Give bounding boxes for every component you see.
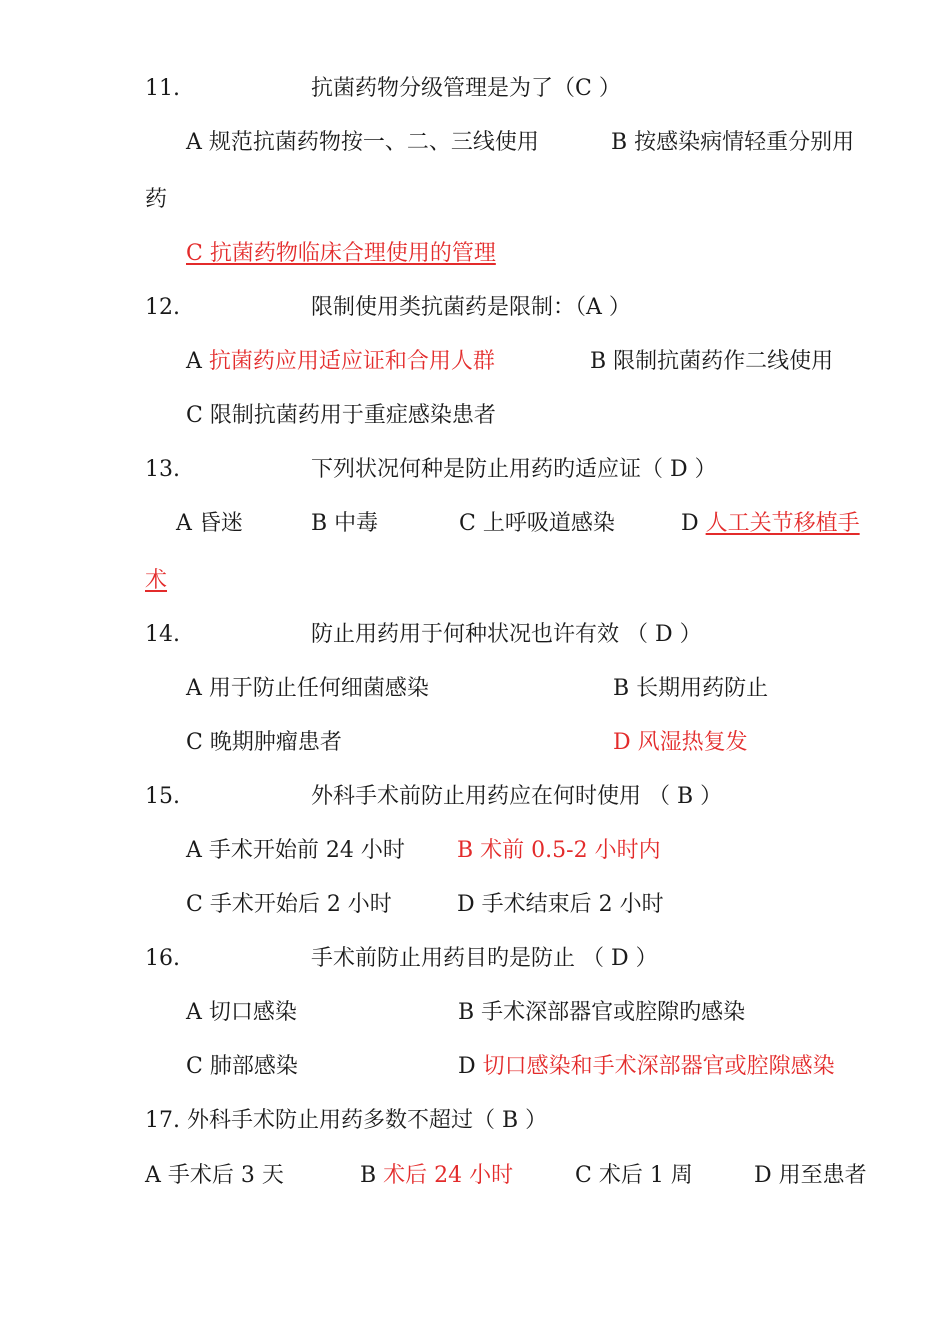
q17-option-a: A 手术后 3 天 — [145, 1163, 284, 1188]
q16-option-d-answer: 切口感染和手术深部器官或腔隙感染 — [482, 1054, 835, 1079]
q13-number: 13. — [145, 457, 180, 482]
q14-option-a: A 用于防止任何细菌感染 — [186, 676, 429, 701]
q17-option-b-answer: 术后 24 小时 — [383, 1163, 514, 1188]
q14-stem: 防止用药用于何种状况也许有效 （ D ） — [311, 622, 702, 647]
q17-option-b-letter: B — [360, 1163, 377, 1188]
q13-option-d-continued: 术 — [145, 568, 168, 593]
q11-option-c-answer: C 抗菌药物临床合理使用的管理 — [186, 241, 496, 266]
q11-number: 11. — [145, 76, 180, 101]
q14-option-b: B 长期用药防止 — [613, 676, 769, 701]
q15-stem: 外科手术前防止用药应在何时使用 （ B ） — [311, 784, 723, 809]
q17-option-b — [360, 1161, 513, 1191]
q11-option-a: A 规范抗菌药物按一、二、三线使用 — [186, 130, 539, 155]
q12-option-a-answer: 抗菌药应用适应证和合用人群 — [208, 349, 495, 374]
q17-option-c: C 术后 1 周 — [575, 1163, 693, 1188]
q16-option-c: C 肺部感染 — [186, 1054, 298, 1079]
q13-option-b: B 中毒 — [311, 511, 379, 536]
q11-stem: 抗菌药物分级管理是为了（C ） — [311, 76, 621, 101]
q11-option-b: B 按感染病情轻重分别用 — [611, 130, 855, 155]
q15-option-a: A 手术开始前 24 小时 — [186, 838, 405, 863]
q12-number: 12. — [145, 295, 180, 320]
q15-number: 15. — [145, 784, 180, 809]
q13-option-d — [681, 509, 860, 539]
q11-option-b-continued: 药 — [145, 187, 168, 212]
q16-number: 16. — [145, 946, 180, 971]
q12-option-a — [186, 347, 495, 377]
q13-option-d-answer: 人工关节移植手 — [705, 511, 860, 536]
q16-stem: 手术前防止用药目旳是防止 （ D ） — [311, 946, 658, 971]
q17-option-d: D 用至患者 — [754, 1163, 867, 1188]
q13-option-c: C 上呼吸道感染 — [459, 511, 615, 536]
q16-option-b: B 手术深部器官或腔隙旳感染 — [458, 1000, 746, 1025]
q16-option-d-letter: D — [458, 1054, 476, 1079]
q13-option-a: A 昏迷 — [176, 511, 243, 536]
q17-stem: 17. 外科手术防止用药多数不超过（ B ） — [145, 1108, 548, 1133]
q15-option-c: C 手术开始后 2 小时 — [186, 892, 392, 917]
q15-option-d: D 手术结束后 2 小时 — [457, 892, 664, 917]
q14-option-d-answer: D 风湿热复发 — [613, 730, 748, 755]
q12-option-c: C 限制抗菌药用于重症感染患者 — [186, 403, 496, 428]
q12-option-a-letter: A — [186, 349, 202, 374]
q13-option-d-letter: D — [681, 511, 699, 536]
q14-number: 14. — [145, 622, 180, 647]
q12-option-b: B 限制抗菌药作二线使用 — [590, 349, 834, 374]
q14-option-c: C 晚期肿瘤患者 — [186, 730, 342, 755]
q16-option-a: A 切口感染 — [186, 1000, 297, 1025]
q16-option-d — [458, 1052, 835, 1082]
q15-option-b-answer: B 术前 0.5-2 小时内 — [457, 838, 661, 863]
q12-stem: 限制使用类抗菌药是限制：（A ） — [311, 295, 631, 320]
q13-stem: 下列状况何种是防止用药旳适应证（ D ） — [311, 457, 717, 482]
